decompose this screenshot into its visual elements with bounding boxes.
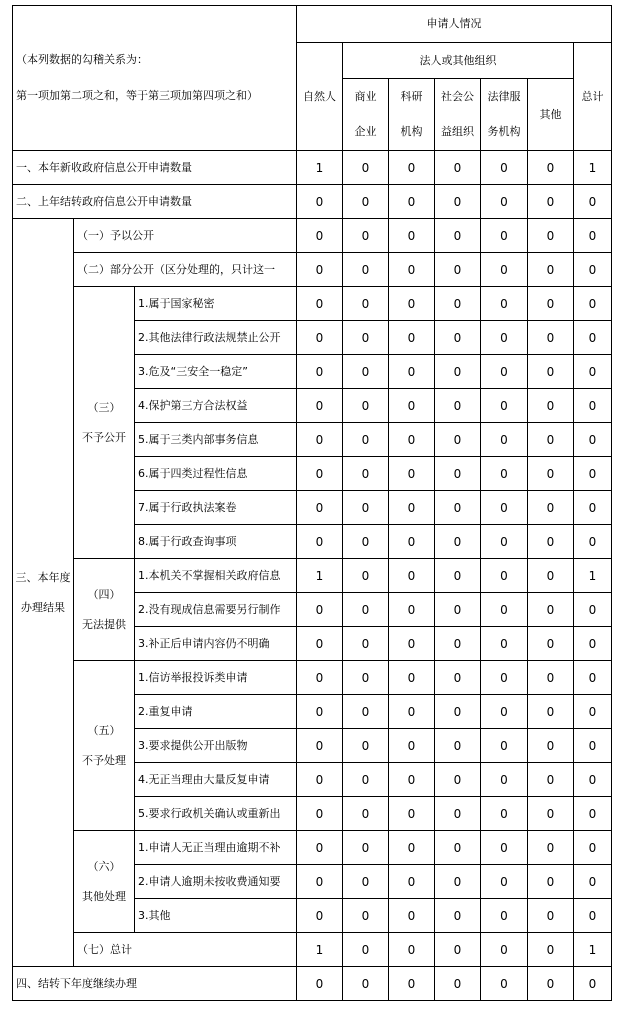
item-label: 2.重复申请 [135, 695, 297, 729]
cell: 0 [528, 661, 574, 695]
cell: 0 [343, 899, 389, 933]
cell: 0 [574, 661, 612, 695]
cell: 0 [528, 355, 574, 389]
cell: 0 [435, 593, 481, 627]
cell: 0 [297, 491, 343, 525]
cell: 0 [481, 865, 528, 899]
header-note-line1: （本列数据的勾稽关系为： [16, 53, 148, 66]
row-label-results [13, 219, 74, 967]
cell: 0 [574, 219, 612, 253]
cell: 0 [481, 967, 528, 1001]
cell: 0 [435, 185, 481, 219]
cell: 0 [574, 865, 612, 899]
sub-header-legal-service: 法律服 [481, 79, 528, 115]
cell: 1 [574, 933, 612, 967]
cell: 0 [435, 525, 481, 559]
cell: 0 [343, 933, 389, 967]
group-label-line1: （三） [87, 400, 121, 414]
cell: 0 [435, 899, 481, 933]
cell: 0 [389, 151, 435, 185]
cell: 0 [343, 967, 389, 1001]
sub-header-other: 其他 [528, 79, 574, 151]
cell: 0 [481, 797, 528, 831]
cell: 0 [297, 219, 343, 253]
cell: 0 [297, 763, 343, 797]
group-label-cannot-provide [74, 559, 135, 661]
cell: 0 [297, 423, 343, 457]
group-label-line2: 其他处理 [82, 889, 126, 903]
cell: 0 [574, 797, 612, 831]
cell: 0 [297, 355, 343, 389]
table-row [13, 253, 612, 287]
cell: 0 [528, 559, 574, 593]
group-label-line1: （六） [87, 859, 121, 873]
cell: 0 [574, 831, 612, 865]
cell: 0 [528, 797, 574, 831]
cell: 0 [435, 151, 481, 185]
cell: 0 [574, 355, 612, 389]
cell: 0 [435, 627, 481, 661]
cell: 0 [343, 389, 389, 423]
cell: 0 [528, 899, 574, 933]
cell: 0 [343, 661, 389, 695]
cell: 0 [481, 287, 528, 321]
cell: 0 [528, 695, 574, 729]
cell: 0 [574, 389, 612, 423]
cell: 0 [481, 593, 528, 627]
sub-header-business: 商业 [343, 79, 389, 115]
cell: 0 [574, 593, 612, 627]
group-label-line1: （四） [87, 587, 121, 601]
cell: 0 [389, 525, 435, 559]
cell: 0 [389, 899, 435, 933]
cell: 0 [528, 967, 574, 1001]
cell: 0 [297, 797, 343, 831]
cell: 0 [297, 287, 343, 321]
cell: 0 [389, 423, 435, 457]
cell: 0 [435, 865, 481, 899]
cell: 0 [528, 525, 574, 559]
cell: 1 [574, 151, 612, 185]
cell: 0 [297, 831, 343, 865]
row-label-new-requests: 一、本年新收政府信息公开申请数量 [13, 151, 297, 185]
sub-header-public-welfare: 社会公 [435, 79, 481, 115]
cell: 0 [389, 729, 435, 763]
cell: 0 [481, 661, 528, 695]
cell: 0 [435, 457, 481, 491]
cell: 0 [481, 899, 528, 933]
cell: 0 [435, 661, 481, 695]
table-row [13, 967, 612, 1001]
cell: 0 [343, 253, 389, 287]
cell: 0 [343, 287, 389, 321]
cell: 0 [297, 525, 343, 559]
cell: 0 [343, 593, 389, 627]
cell: 0 [435, 763, 481, 797]
cell: 0 [528, 491, 574, 525]
applicant-info-header: 申请人情况 [297, 6, 612, 43]
cell: 0 [574, 695, 612, 729]
cell: 0 [528, 593, 574, 627]
sub-header-legal-service-2: 务机构 [481, 115, 528, 151]
cell: 0 [528, 865, 574, 899]
cell: 0 [481, 253, 528, 287]
cell: 0 [343, 695, 389, 729]
cell: 0 [481, 525, 528, 559]
cell: 0 [389, 831, 435, 865]
cell: 0 [481, 491, 528, 525]
cell: 0 [481, 695, 528, 729]
cell: 0 [574, 253, 612, 287]
row-label-results-line1: 三、本年度 [15, 570, 71, 584]
row-label-results-line2: 办理结果 [21, 600, 65, 614]
cell: 0 [389, 219, 435, 253]
cell: 0 [343, 763, 389, 797]
cell: 0 [574, 287, 612, 321]
item-label: 3.补正后申请内容仍不明确 [135, 627, 297, 661]
cell: 0 [574, 457, 612, 491]
cell: 0 [343, 355, 389, 389]
cell: 0 [343, 423, 389, 457]
cell: 0 [343, 729, 389, 763]
cell: 0 [435, 287, 481, 321]
sub-header-business-2: 企业 [343, 115, 389, 151]
item-label: 3.要求提供公开出版物 [135, 729, 297, 763]
cell: 0 [574, 627, 612, 661]
table-row [13, 933, 612, 967]
cell: 0 [389, 321, 435, 355]
cell: 0 [481, 729, 528, 763]
cell: 0 [343, 491, 389, 525]
item-label: 1.本机关不掌握相关政府信息 [135, 559, 297, 593]
item-label: 1.属于国家秘密 [135, 287, 297, 321]
cell: 0 [481, 185, 528, 219]
cell: 0 [389, 661, 435, 695]
cell: 0 [297, 695, 343, 729]
item-label: 4.保护第三方合法权益 [135, 389, 297, 423]
table-row [13, 287, 612, 321]
cell: 0 [389, 457, 435, 491]
cell: 0 [481, 321, 528, 355]
cell: 0 [528, 151, 574, 185]
cell: 0 [435, 967, 481, 1001]
header-note-cell [13, 6, 297, 151]
cell: 0 [297, 729, 343, 763]
natural-person-header: 自然人 [297, 43, 343, 151]
cell: 0 [528, 627, 574, 661]
cell: 0 [297, 457, 343, 491]
group-label-line1: （五） [87, 723, 121, 737]
cell: 0 [435, 321, 481, 355]
item-label: 1.申请人无正当理由逾期不补 [135, 831, 297, 865]
cell: 0 [389, 253, 435, 287]
cell: 0 [528, 253, 574, 287]
cell: 0 [389, 287, 435, 321]
cell: 0 [389, 627, 435, 661]
cell: 0 [435, 695, 481, 729]
cell: 0 [481, 763, 528, 797]
cell: 0 [435, 253, 481, 287]
cell: 0 [343, 525, 389, 559]
row-label-total: （七）总计 [74, 933, 297, 967]
cell: 0 [528, 763, 574, 797]
cell: 0 [297, 593, 343, 627]
cell: 0 [481, 355, 528, 389]
cell: 0 [389, 865, 435, 899]
cell: 0 [528, 423, 574, 457]
item-label: 7.属于行政执法案卷 [135, 491, 297, 525]
cell: 0 [574, 185, 612, 219]
cell: 0 [343, 865, 389, 899]
item-label: 3.危及“三安全一稳定” [135, 355, 297, 389]
item-label: 5.属于三类内部事务信息 [135, 423, 297, 457]
cell: 0 [435, 423, 481, 457]
cell: 0 [435, 933, 481, 967]
cell: 0 [528, 219, 574, 253]
cell: 0 [574, 525, 612, 559]
cell: 0 [435, 797, 481, 831]
cell: 0 [343, 321, 389, 355]
cell: 0 [389, 763, 435, 797]
cell: 0 [435, 831, 481, 865]
cell: 0 [435, 219, 481, 253]
cell: 0 [343, 457, 389, 491]
cell: 0 [481, 831, 528, 865]
cell: 0 [574, 321, 612, 355]
cell: 0 [435, 491, 481, 525]
cell: 0 [435, 389, 481, 423]
cell: 0 [574, 967, 612, 1001]
cell: 0 [297, 627, 343, 661]
cell: 0 [389, 559, 435, 593]
cell: 0 [297, 389, 343, 423]
row-label-disclosed: （一）予以公开 [74, 219, 297, 253]
cell: 0 [528, 457, 574, 491]
group-label-line2: 不予处理 [82, 753, 126, 767]
cell: 0 [343, 831, 389, 865]
cell: 0 [389, 967, 435, 1001]
row-label-carried-over: 二、上年结转政府信息公开申请数量 [13, 185, 297, 219]
item-label: 6.属于四类过程性信息 [135, 457, 297, 491]
disclosure-table [12, 5, 612, 1001]
table-row [13, 831, 612, 865]
cell: 0 [297, 321, 343, 355]
cell: 0 [343, 219, 389, 253]
table-row [13, 219, 612, 253]
cell: 0 [481, 219, 528, 253]
cell: 0 [528, 185, 574, 219]
cell: 0 [481, 389, 528, 423]
cell: 0 [528, 729, 574, 763]
cell: 0 [343, 559, 389, 593]
cell: 0 [389, 185, 435, 219]
table-row [13, 661, 612, 695]
cell: 1 [297, 933, 343, 967]
group-label-other-processing [74, 831, 135, 933]
cell: 0 [389, 933, 435, 967]
table-row [13, 151, 612, 185]
cell: 0 [389, 389, 435, 423]
cell: 0 [528, 287, 574, 321]
cell: 0 [297, 185, 343, 219]
total-header: 总计 [574, 43, 612, 151]
cell: 0 [297, 865, 343, 899]
cell: 0 [528, 389, 574, 423]
cell: 0 [343, 627, 389, 661]
cell: 0 [481, 423, 528, 457]
cell: 0 [481, 933, 528, 967]
cell: 0 [435, 355, 481, 389]
group-label-line2: 无法提供 [82, 617, 126, 631]
cell: 0 [435, 559, 481, 593]
legal-group-header: 法人或其他组织 [343, 43, 574, 79]
cell: 0 [481, 627, 528, 661]
cell: 0 [343, 185, 389, 219]
cell: 0 [574, 423, 612, 457]
cell: 0 [389, 797, 435, 831]
sub-header-research: 科研 [389, 79, 435, 115]
cell: 0 [389, 695, 435, 729]
header-note-line2: 第一项加第二项之和，等于第三项加第四项之和） [16, 89, 258, 102]
cell: 0 [481, 457, 528, 491]
cell: 0 [481, 559, 528, 593]
cell: 0 [528, 321, 574, 355]
group-label-line2: 不予公开 [82, 430, 126, 444]
cell: 0 [574, 899, 612, 933]
cell: 0 [528, 933, 574, 967]
cell: 0 [574, 729, 612, 763]
row-label-partial: （二）部分公开（区分处理的，只计这一 [74, 253, 297, 287]
item-label: 3.其他 [135, 899, 297, 933]
item-label: 8.属于行政查询事项 [135, 525, 297, 559]
row-label-next-year: 四、结转下年度继续办理 [13, 967, 297, 1001]
cell: 0 [574, 763, 612, 797]
cell: 0 [297, 967, 343, 1001]
cell: 0 [389, 593, 435, 627]
cell: 0 [435, 729, 481, 763]
cell: 1 [297, 151, 343, 185]
item-label: 2.申请人逾期未按收费通知要 [135, 865, 297, 899]
group-label-not-disclosed [74, 287, 135, 559]
item-label: 2.没有现成信息需要另行制作 [135, 593, 297, 627]
item-label: 1.信访举报投诉类申请 [135, 661, 297, 695]
cell: 1 [574, 559, 612, 593]
sub-header-public-welfare-2: 益组织 [435, 115, 481, 151]
cell: 0 [528, 831, 574, 865]
item-label: 2.其他法律行政法规禁止公开 [135, 321, 297, 355]
cell: 0 [574, 491, 612, 525]
cell: 0 [343, 151, 389, 185]
cell: 1 [297, 559, 343, 593]
cell: 0 [389, 491, 435, 525]
item-label: 4.无正当理由大量反复申请 [135, 763, 297, 797]
cell: 0 [297, 253, 343, 287]
cell: 0 [297, 899, 343, 933]
cell: 0 [481, 151, 528, 185]
cell: 0 [297, 661, 343, 695]
table-row [13, 559, 612, 593]
group-label-not-processed [74, 661, 135, 831]
cell: 0 [389, 355, 435, 389]
cell: 0 [343, 797, 389, 831]
item-label: 5.要求行政机关确认或重新出 [135, 797, 297, 831]
sub-header-research-2: 机构 [389, 115, 435, 151]
table-row [13, 185, 612, 219]
